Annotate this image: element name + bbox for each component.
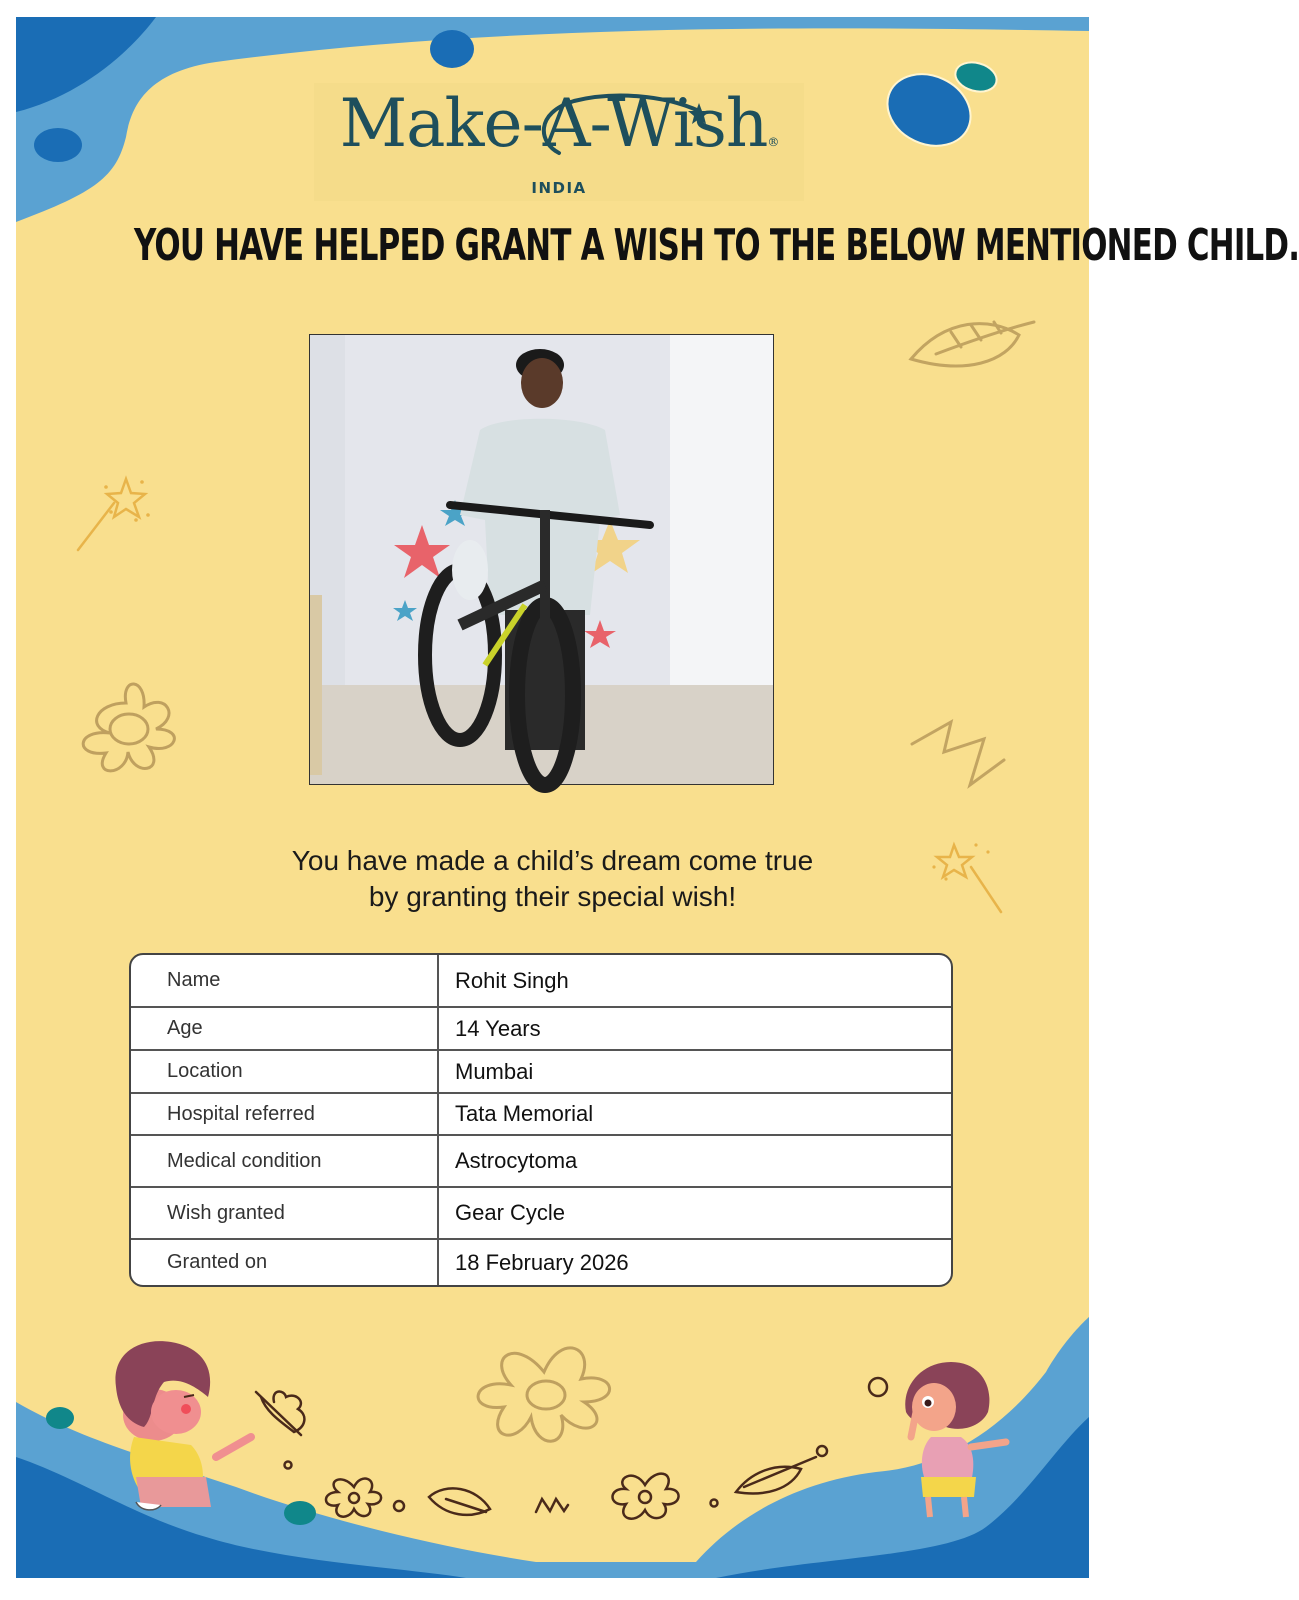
make-a-wish-logo [314,83,804,201]
subtitle-line-2: by granting their special wish! [368,881,737,912]
leaf-doodle [911,322,1034,366]
photo-illustration [310,335,773,784]
subtitle [166,843,939,915]
certificate-card [16,17,1299,1578]
sparkle-dots [104,480,150,522]
zigzag-doodle [912,722,1004,785]
child-photo [309,334,774,785]
table-label: Medical condition [131,1136,439,1186]
flower-doodle [83,684,174,771]
blue-dot [430,30,474,68]
table-label: Location [131,1051,439,1092]
table-row-granted-on [131,1240,951,1285]
wish-details-table [129,953,953,1287]
table-row-age [131,1008,951,1051]
teal-dot [46,1407,74,1429]
table-row-wish [131,1188,951,1240]
table-label: Name [131,955,439,1006]
bottom-doodles [256,1392,827,1519]
table-value: 18 February 2026 [455,1249,629,1275]
logo-name: Make-A-Wish [339,85,768,162]
table-value: Astrocytoma [455,1148,578,1173]
table-row-name [131,955,951,1008]
headline: YOU HAVE HELPED GRANT A WISH TO THE BELOW MENTIONED CHILD. [134,220,1299,271]
table-label: Wish granted [131,1188,439,1238]
flower-doodle [478,1348,610,1441]
table-value: Tata Memorial [455,1101,594,1126]
table-label: Age [131,1008,439,1049]
logo-country: INDIA [531,179,587,197]
table-row-location [131,1051,951,1094]
table-value: Mumbai [455,1058,534,1084]
table-row-hospital [131,1094,951,1136]
blue-dot [34,128,82,162]
table-row-condition [131,1136,951,1188]
table-value: 14 Years [455,1015,541,1041]
table-value: Rohit Singh [455,967,569,993]
table-label: Granted on [131,1240,439,1285]
table-label: Hospital referred [131,1094,439,1134]
magic-wand-doodle [78,479,145,550]
registered-mark: ® [767,135,779,149]
subtitle-line-1: You have made a child’s dream come true [291,845,814,876]
table-value: Gear Cycle [455,1200,566,1225]
teal-dot [284,1501,316,1525]
logo-wordmark [314,85,804,162]
